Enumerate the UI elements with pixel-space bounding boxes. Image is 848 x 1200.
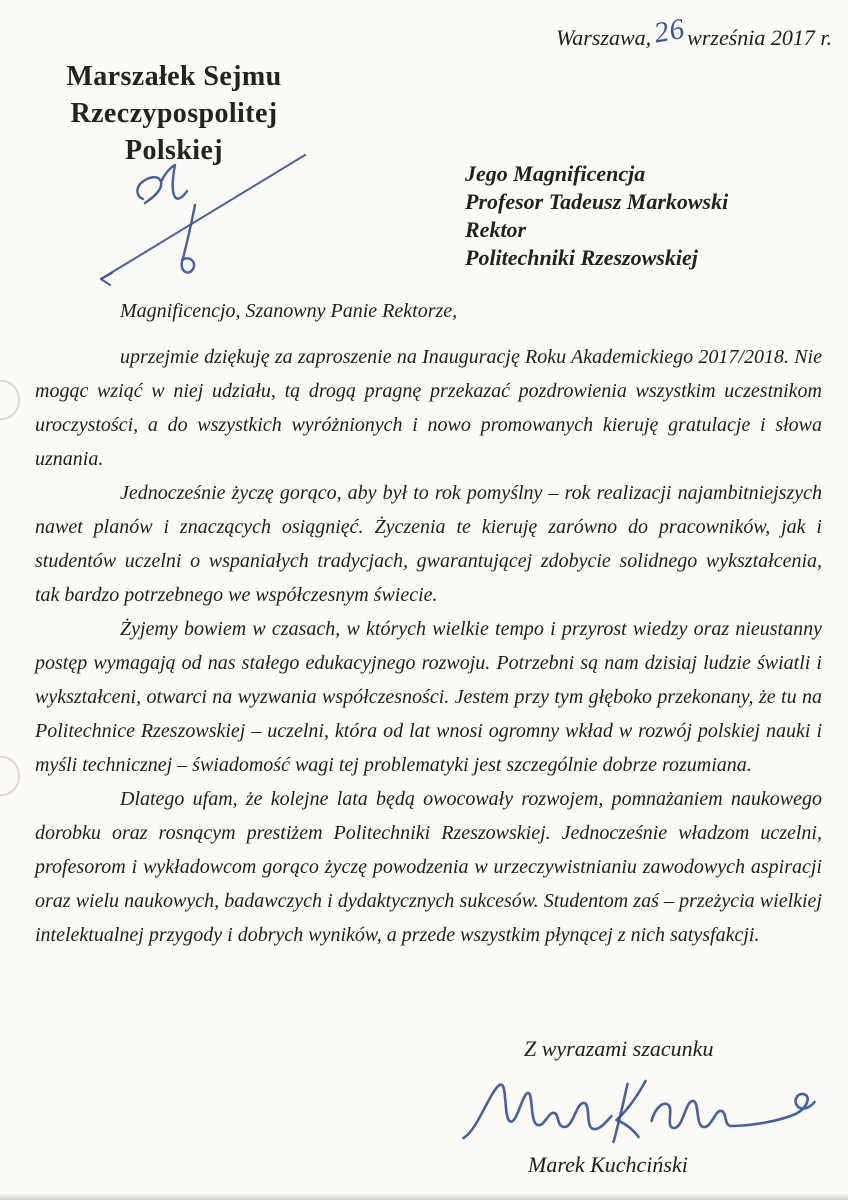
letterhead-line-2: Rzeczypospolitej Polskiej: [70, 98, 278, 166]
date-rest: września 2017 r.: [687, 25, 832, 50]
recipient-block: [465, 160, 728, 272]
closing-phrase: Z wyrazami szacunku: [524, 1036, 714, 1061]
handwritten-day-of-month: 26: [651, 12, 688, 50]
signature-icon: [455, 1074, 820, 1154]
handwritten-annotation-icon: [85, 147, 320, 292]
scan-bottom-edge: [0, 1193, 848, 1200]
body-paragraph-3: Żyjemy bowiem w czasach, w których wielkie tempo i przyrost wiedzy oraz nieustanny postęp wymagają od nas stałego edukacyjnego rozwoju. Potrzebni są nam dzisiaj ludzie światli i wykształceni, otwarci na wyzwania współczesności. Jestem przy tym głęboko przekonany, że tu na Politechnice Rzeszowskiej – uczelni, która od lat wnosi ogromny wkład w rozwój polskiej nauki i myśli technicznej – świadomość wagi tej problematyki jest szczególnie dobrze rozumiana.: [35, 618, 822, 776]
recipient-line: Jego Magnificencja: [465, 161, 646, 186]
salutation: Magnificencjo, Szanowny Panie Rektorze,: [120, 300, 458, 322]
date-line: [555, 12, 832, 53]
recipient-line: Politechniki Rzeszowskiej: [465, 245, 698, 270]
binder-hole-shadow-top: [0, 380, 20, 420]
recipient-line: Profesor Tadeusz Markowski: [465, 189, 729, 214]
date-city: Warszawa,: [555, 25, 652, 50]
body-paragraph-4: Dlatego ufam, że kolejne lata będą owocowały rozwojem, pomnażaniem naukowego dorobku oraz rosnącym prestiżem Politechniki Rzeszowskiej. Jednocześnie władzom uczelni, profesorom i wykładowcom gorąco życzę powodzenia w urzeczywistnianiu zawodowych aspiracji oraz wielu naukowych, badawczych i dydaktycznych sukcesów. Studentom zaś – przeżycia wielkiej intelektualnej przygody i dobrych wyników, a przede wszystkim płynącej z nich satysfakcji.: [35, 788, 822, 946]
signer-name: Marek Kuchciński: [528, 1152, 688, 1177]
letter-body: [35, 294, 822, 952]
body-paragraph-1: uprzejmie dziękuję za zaproszenie na Inaugurację Roku Akademickiego 2017/2018. Nie mogąc wziąć w niej udziału, tą drogą pragnę przekazać pozdrowienia wszystkim uczestnikom uroczystości, a do wszystkich wyróżnionych i nowo promowanych kieruję gratulacje i słowa uznania.: [35, 346, 822, 470]
body-paragraph-2: Jednocześnie życzę gorąco, aby był to rok pomyślny – rok realizacji najambitniejszych nawet planów i znaczących osiągnięć. Życzenia te kieruję zarówno do pracowników, jak i studentów uczelni o wspaniałych tradycjach, gwarantującej zdobycie solidnego wykształcenia, tak bardzo potrzebnego we współczesnym świecie.: [35, 482, 822, 606]
letterhead-line-1: Marszałek Sejmu: [66, 61, 282, 92]
recipient-line: Rektor: [465, 217, 527, 242]
binder-hole-shadow-bottom: [0, 756, 20, 796]
